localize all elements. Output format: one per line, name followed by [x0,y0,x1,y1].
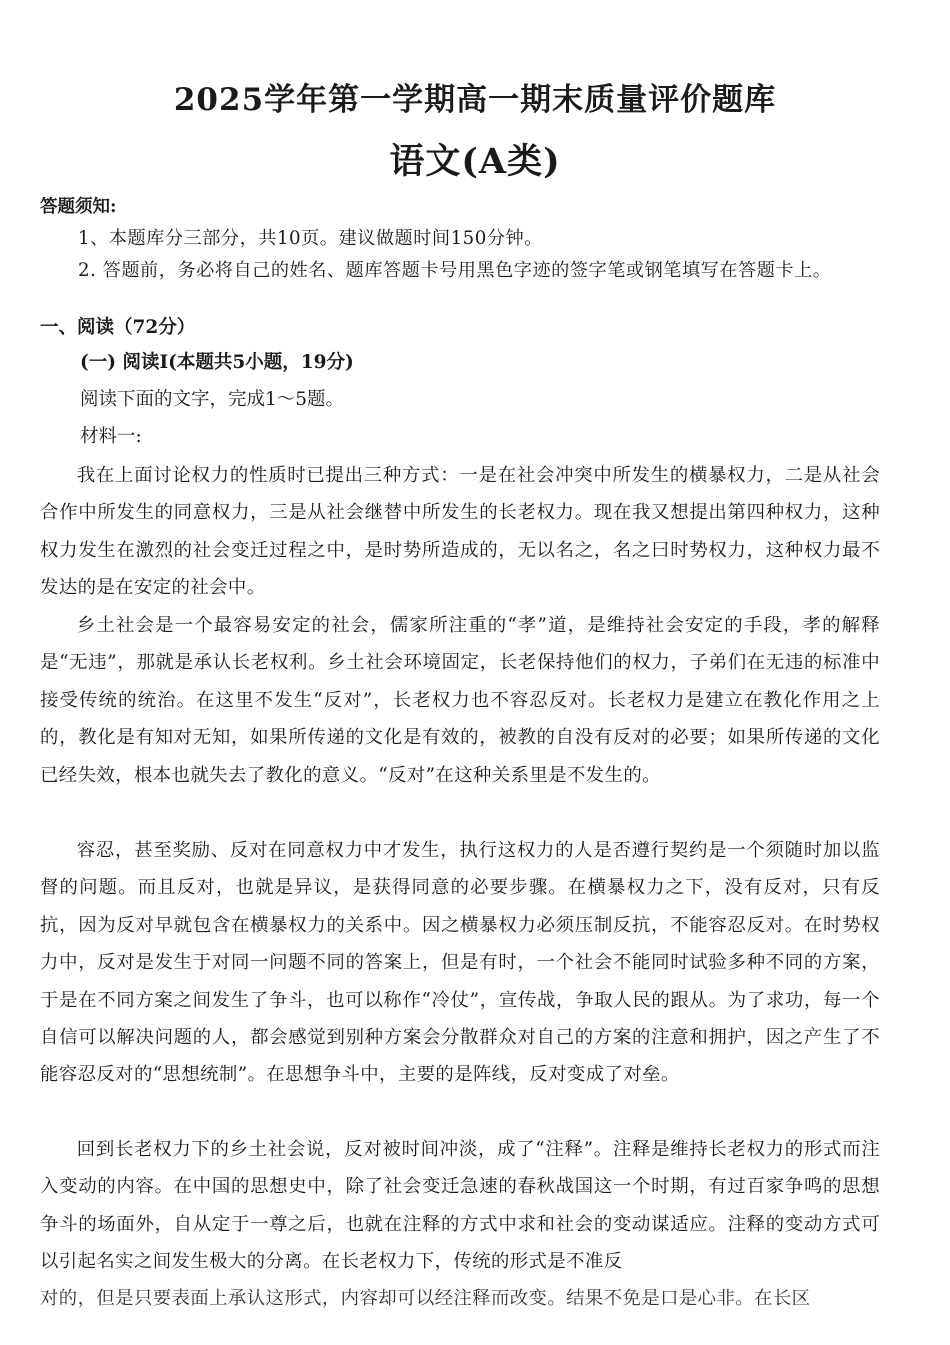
paragraph-3: 容忍，甚至奖励、反对在同意权力中才发生，执行这权力的人是否遵行契约是一个须随时加以监督的问题。而且反对，也就是异议，是获得同意的必要步骤。在横暴权力之下，没有反对，只有反抗，因为反对早就包含在横暴权力的关系中。因之横暴权力必须压制反抗，不能容忍反对。在时势权力中，反对是发生于对同一问题不同的答案上，但是有时，一个社会不能同时试验多种不同的方案，于是在不同方案之间发生了争斗，也可以称作“冷仗”，宣传战，争取人民的跟从。为了求功，每一个自信可以解决问题的人，都会感觉到别种方案会分散群众对自己的方案的注意和拥护，因之产生了不能容忍反对的“思想统制”。在思想争斗中，主要的是阵线，反对变成了对垒。 [40,840,880,1086]
notice-heading: 答题须知: [40,197,117,217]
reading-instruction: 阅读下面的文字，完成1～5题。 [80,389,345,410]
paragraph-4: 回到长老权力下的乡土社会说，反对被时间冲淡，成了“注释”。注释是维持长老权力的形式而注入变动的内容。在中国的思想史中，除了社会变迁急速的春秋战国这一个时期，有过百家争鸣的思想争斗的场面外，自从定于一尊之后，也就在注释的方式中求和社会的变动谋适应。注释的变动方式可以引起名实之间发生极大的分离。在长老权力下，传统的形式是不准反 [40,1139,880,1273]
exam-subtitle: 语文(A类) [389,141,561,182]
section-heading-reading: 一、阅读（72分） [40,317,196,338]
notice-item-1: 1、本题库分三部分，共10页。建议做题时间150分钟。 [78,228,543,249]
paragraph-1: 我在上面讨论权力的性质时已提出三种方式：一是在社会冲突中所发生的横暴权力，二是从社会合作中所发生的同意权力，三是从社会继替中所发生的长老权力。现在我又想提出第四种权力，这种权力发生在激烈的社会变迁过程之中，是时势所造成的，无以名之，名之曰时势权力，这种权力最不发达的是在安定的社会中。 [40,465,880,599]
exam-title: 2025学年第一学期高一期末质量评价题库 [173,82,777,118]
paragraph-4-cut-line: 对的，但是只要表面上承认这形式，内容却可以经注释而改变。结果不免是口是心非。在长区 [40,1288,811,1309]
paragraph-2: 乡土社会是一个最容易安定的社会，儒家所注重的“孝”道，是维持社会安定的手段，孝的解释是“无违”，那就是承认长老权利。乡土社会环境固定，长老保持他们的权力，子弟们在无违的标准中接受传统的统治。在这里不发生“反对”，长老权力也不容忍反对。长老权力是建立在教化作用之上的，教化是有知对无知，如果所传递的文化是有效的，被教的自没有反对的必要；如果所传递的文化已经失效，根本也就失去了教化的意义。“反对”在这种关系里是不发生的。 [40,615,880,786]
part-heading-reading-1: (一) 阅读Ⅰ(本题共5小题，19分) [80,352,354,373]
material-label: 材料一: [80,426,142,447]
notice-item-2: 2. 答题前，务必将自己的姓名、题库答题卡号用黑色字迹的签字笔或钢笔填写在答题卡上。 [78,260,832,281]
